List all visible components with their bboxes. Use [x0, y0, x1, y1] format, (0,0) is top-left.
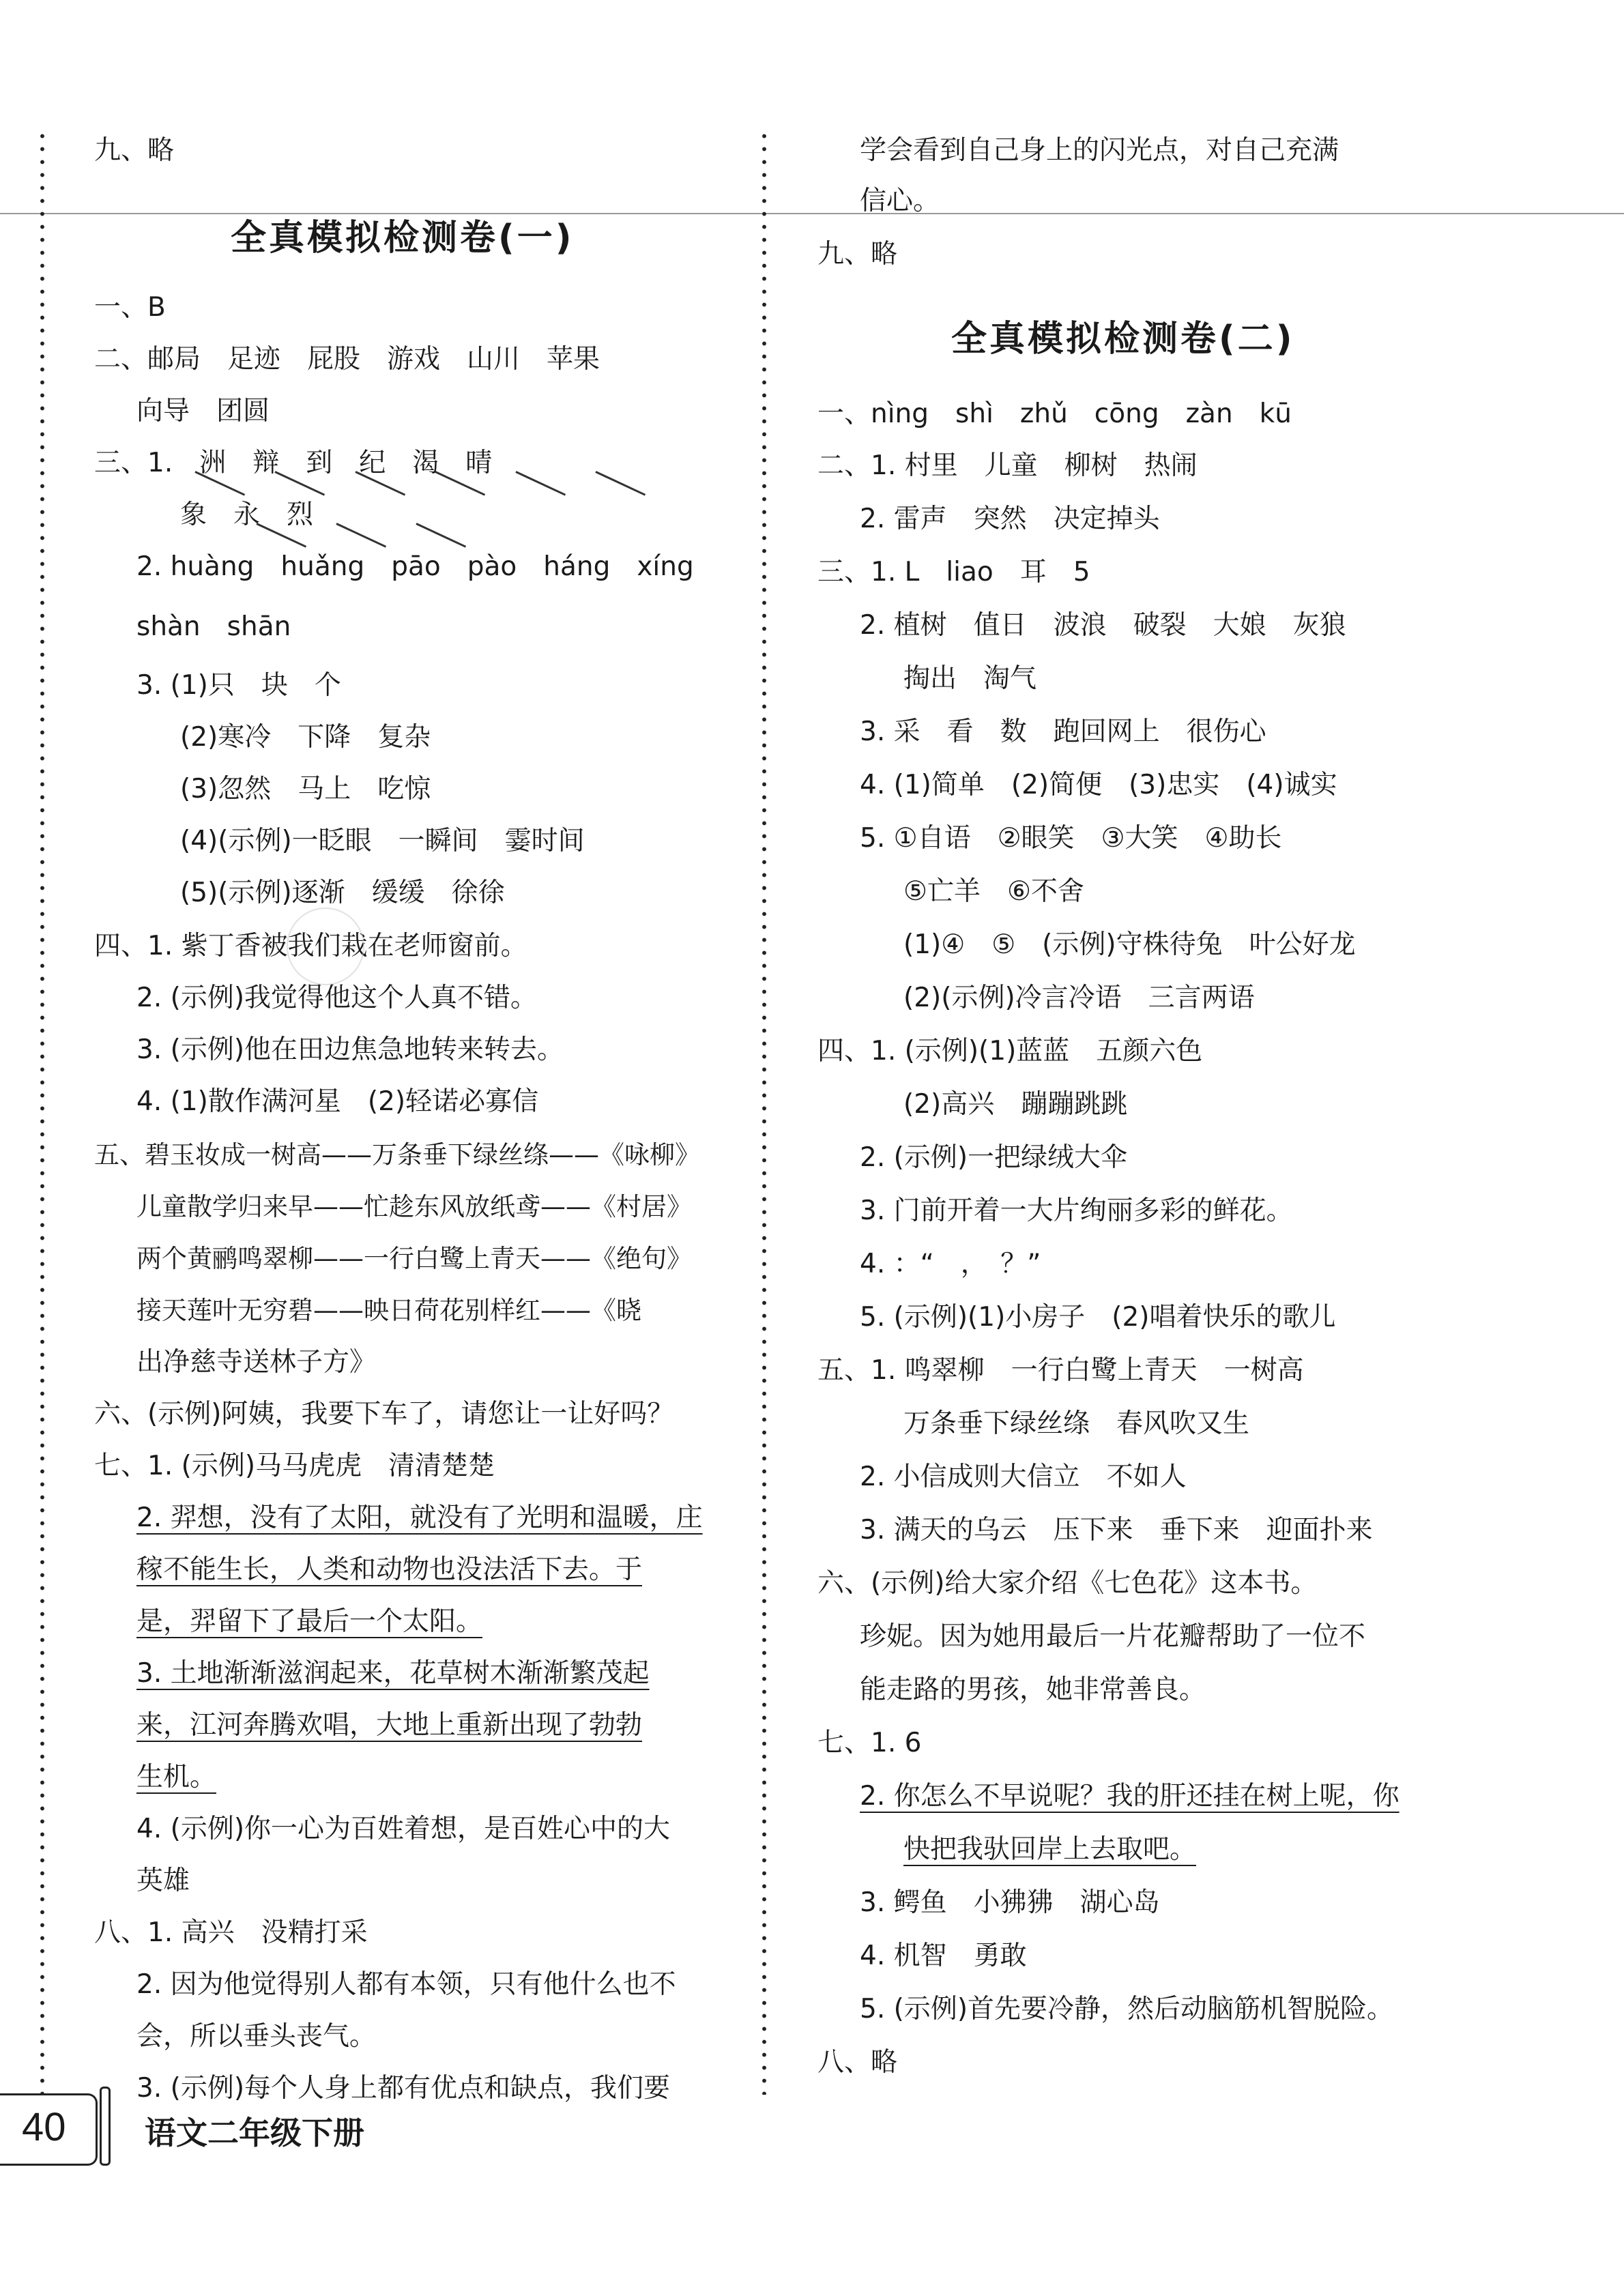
answer-line: 二、邮局 足迹 屁股 游戏 山川 苹果 — [94, 344, 600, 375]
answer-line: 儿童散学归来早——忙趁东风放纸鸢——《村居》 — [136, 1192, 692, 1221]
answer-line: 五、碧玉妆成一树高——万条垂下绿丝绦——《咏柳》 — [94, 1140, 700, 1169]
answer-line: 七、1. 6 — [817, 1728, 922, 1758]
answer-line: (1)④ ⑤ (示例)守株待兔 叶公好龙 — [903, 929, 1356, 960]
answer-line: 四、1. 紫丁香被我们栽在老师窗前。 — [94, 931, 527, 961]
answer-line: 两个黄鹂鸣翠柳——一行白鹭上青天——《绝句》 — [136, 1244, 692, 1273]
answer-line: 3. 鳄鱼 小狒狒 湖心岛 — [860, 1887, 1160, 1918]
answer-line: 英雄 — [136, 1865, 190, 1896]
answer-line: 象 永 烈 — [180, 499, 314, 530]
answer-line: 2. huàng huǎng pāo pào háng xíng — [136, 551, 694, 582]
answer-line: 5. (示例)首先要冷静，然后动脑筋机智脱险。 — [860, 1994, 1394, 2024]
answer-line: 八、略 — [817, 2047, 898, 2078]
answer-line: (2)寒冷 下降 复杂 — [180, 722, 431, 753]
correction-mark — [515, 471, 566, 496]
answer-line: 掏出 淘气 — [903, 663, 1037, 694]
answer-line: 4. (示例)你一心为百姓着想，是百姓心中的大 — [136, 1814, 671, 1844]
answer-line: 五、1. 鸣翠柳 一行白鹭上青天 一树高 — [817, 1355, 1304, 1386]
book-spine-icon — [100, 2087, 111, 2166]
answer-line: 会，所以垂头丧气。 — [136, 2021, 377, 2052]
answer-line: 5. ①自语 ②眼笑 ③大笑 ④助长 — [860, 823, 1282, 854]
answer-line: 向导 团圆 — [136, 396, 270, 426]
answer-line: (5)(示例)逐渐 缓缓 徐徐 — [180, 877, 505, 908]
answer-line: 来，江河奔腾欢唱，大地上重新出现了勃勃 — [136, 1710, 643, 1741]
answer-line: 2. 羿想，没有了太阳，就没有了光明和温暖，庄 — [136, 1502, 703, 1533]
right-pre-line: 学会看到自己身上的闪光点，对自己充满 — [860, 135, 1339, 166]
answer-line: (3)忽然 马上 吃惊 — [180, 774, 431, 804]
correction-mark — [416, 523, 466, 548]
binding-dots-left — [40, 130, 45, 2095]
right-section-title: 全真模拟检测卷(二) — [951, 319, 1295, 360]
answer-line: 3. (1)只 块 个 — [136, 670, 341, 701]
right-pre-line: 九、略 — [817, 239, 898, 270]
answer-line: 万条垂下绿丝绦 春风吹又生 — [903, 1408, 1250, 1439]
correction-mark — [336, 523, 386, 548]
answer-line: 2. (示例)一把绿绒大伞 — [860, 1142, 1128, 1173]
answer-line: 珍妮。因为她用最后一片花瓣帮助了一位不 — [860, 1621, 1366, 1652]
answer-line: (2)高兴 蹦蹦跳跳 — [903, 1089, 1128, 1120]
answer-line: 3. 土地渐渐滋润起来，花草树木渐渐繁茂起 — [136, 1658, 650, 1689]
answer-line: 出净慈寺送林子方》 — [136, 1347, 377, 1378]
answer-line: 六、(示例)给大家介绍《七色花》这本书。 — [817, 1568, 1318, 1599]
answer-line: 3. 满天的乌云 压下来 垂下来 迎面扑来 — [860, 1515, 1373, 1545]
book-title: 语文二年级下册 — [145, 2115, 364, 2151]
answer-line: 2. (示例)我觉得他这个人真不错。 — [136, 983, 538, 1013]
answer-line: 六、(示例)阿姨，我要下车了，请您让一让好吗？ — [94, 1399, 674, 1429]
answer-line: 接天莲叶无穷碧——映日荷花别样红——《晓 — [136, 1296, 641, 1325]
page-number: 40 — [22, 2105, 66, 2149]
answer-line: 是，羿留下了最后一个太阳。 — [136, 1606, 483, 1637]
answer-line: 四、1. (示例)(1)蓝蓝 五颜六色 — [817, 1036, 1203, 1066]
right-pre-line: 信心。 — [860, 186, 940, 216]
left-section-title: 全真模拟检测卷(一) — [231, 218, 575, 259]
answer-line: 七、1. (示例)马马虎虎 清清楚楚 — [94, 1451, 495, 1481]
answer-line: 八、1. 高兴 没精打采 — [94, 1917, 368, 1948]
answer-line: 4. ：“ ， ？” — [860, 1249, 1041, 1279]
answer-line: 三、1. L liao 耳 5 — [817, 557, 1090, 587]
answer-line: 能走路的男孩，她非常善良。 — [860, 1674, 1206, 1705]
answer-line: 2. 因为他觉得别人都有本领，只有他什么也不 — [136, 1969, 676, 2000]
answer-line: 一、B — [94, 292, 166, 323]
answer-line: 三、1. 洲 辩 到 纪 渴 晴 — [94, 448, 493, 478]
answer-line: (4)(示例)一眨眼 一瞬间 霎时间 — [180, 826, 585, 856]
answer-line: ⑤亡羊 ⑥不舍 — [903, 876, 1084, 907]
answer-line: 2. 植树 值日 波浪 破裂 大娘 灰狼 — [860, 610, 1346, 641]
answer-line: 4. (1)简单 (2)简便 (3)忠实 (4)诚实 — [860, 770, 1337, 800]
answer-line: 4. (1)散作满河星 (2)轻诺必寡信 — [136, 1086, 539, 1117]
answer-line: 二、1. 村里 儿童 柳树 热闹 — [817, 450, 1198, 481]
answer-line: 一、nìng shì zhǔ cōng zàn kū — [817, 398, 1292, 429]
answer-line: 快把我驮回岸上去取吧。 — [903, 1834, 1197, 1865]
answer-line: 3. 采 看 数 跑回网上 很伤心 — [860, 716, 1266, 747]
column-divider-dots — [762, 130, 767, 2095]
answer-line: 3. (示例)他在田边焦急地转来转去。 — [136, 1034, 564, 1065]
answer-line: shàn shān — [136, 611, 291, 642]
left-pre-line: 九、略 — [94, 135, 175, 166]
watermark-stamp — [287, 907, 364, 985]
answer-line: 2. 你怎么不早说呢？我的肝还挂在树上呢，你 — [860, 1781, 1400, 1812]
answer-line: 2. 小信成则大信立 不如人 — [860, 1462, 1187, 1492]
answer-line: 5. (示例)(1)小房子 (2)唱着快乐的歌儿 — [860, 1302, 1336, 1333]
answer-line: (2)(示例)冷言冷语 三言两语 — [903, 983, 1255, 1013]
correction-mark — [595, 471, 646, 496]
answer-line: 3. 门前开着一大片绚丽多彩的鲜花。 — [860, 1195, 1293, 1226]
answer-line: 3. (示例)每个人身上都有优点和缺点，我们要 — [136, 2073, 671, 2104]
answer-line: 生机。 — [136, 1762, 217, 1792]
answer-line: 2. 雷声 突然 决定掉头 — [860, 504, 1160, 534]
answer-line: 稼不能生长，人类和动物也没法活下去。于 — [136, 1554, 643, 1585]
answer-line: 4. 机智 勇敢 — [860, 1941, 1027, 1971]
